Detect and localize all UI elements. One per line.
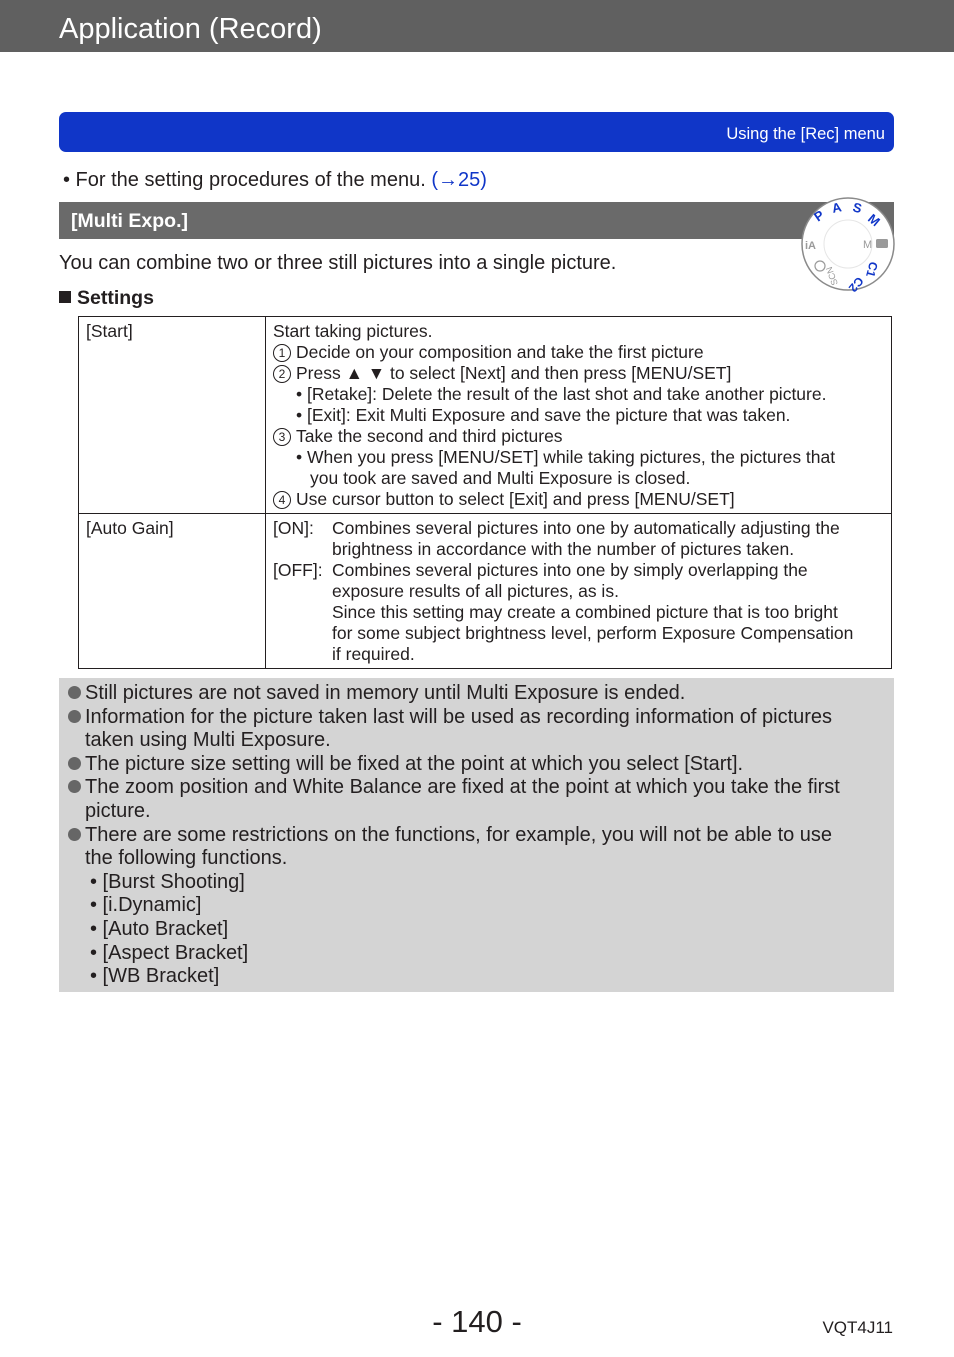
- auto-gain-off-line: Since this setting may create a combined picture that is too bright: [332, 602, 838, 622]
- note-item: [68, 682, 894, 706]
- dial-label-m: M: [865, 210, 884, 230]
- start-intro: Start taking pictures.: [273, 321, 433, 341]
- section-heading-bar: [59, 202, 894, 239]
- page-title: Application (Record): [59, 13, 322, 45]
- step-number-icon: 2: [273, 365, 291, 383]
- note-item: [68, 776, 894, 823]
- auto-gain-on-line: brightness in accordance with the number of pictures taken.: [332, 539, 795, 559]
- menu-section-label: Using the [Rec] menu: [726, 125, 885, 143]
- auto-gain-off-desc: [332, 560, 884, 665]
- note-line: taken using Multi Exposure.: [85, 729, 331, 752]
- dial-label-scn: SCN: [823, 265, 840, 287]
- note-line: Information for the picture taken last will be used as recording information of pictures: [85, 705, 833, 728]
- auto-gain-off-line: for some subject brightness level, perform Exposure Compensation: [332, 623, 854, 643]
- dial-label-p: P: [811, 207, 827, 225]
- auto-gain-on-key: [ON]:: [273, 518, 314, 538]
- step-1-text: Decide on your composition and take the first picture: [296, 342, 704, 362]
- table-row-auto-gain: [79, 514, 892, 669]
- note-text: The picture size setting will be fixed at the point at which you select [Start].: [85, 752, 744, 775]
- step-2-text: Press ▲ ▼ to select [Next] and then press [MENU/SET]: [296, 363, 732, 383]
- step-4: [273, 489, 884, 510]
- bullet-dot-icon: [68, 686, 81, 699]
- note-item: [68, 706, 894, 753]
- auto-gain-off-line: if required.: [332, 644, 415, 664]
- auto-gain-off-key: [OFF]:: [273, 560, 323, 580]
- dial-label-c2: C2: [845, 274, 867, 292]
- setting-desc-start: [266, 317, 892, 514]
- dial-label-ia: iA: [805, 240, 816, 252]
- note-text: [85, 776, 894, 823]
- step-3-bullet-line2: you took are saved and Multi Exposure is closed.: [310, 468, 691, 488]
- bullet-dot-icon: [68, 780, 81, 793]
- bullet-dot-icon: [68, 710, 81, 723]
- note-text: [85, 824, 894, 871]
- auto-gain-on-line: Combines several pictures into one by automatically adjusting the: [332, 518, 840, 538]
- note-line: The zoom position and White Balance are fixed at the point at which you take the first: [85, 776, 840, 799]
- step-3: [273, 426, 884, 447]
- setting-key-start: [Start]: [79, 317, 266, 514]
- step-3-bullet-line1: • When you press [MENU/SET] while taking pictures, the pictures that: [296, 447, 836, 467]
- svg-text:M: M: [863, 239, 873, 251]
- procedure-note-text: • For the setting procedures of the menu.: [63, 169, 432, 191]
- step-1: [273, 342, 884, 363]
- restricted-function-item: • [Aspect Bracket]: [90, 941, 249, 964]
- header-bar: [0, 0, 954, 52]
- dial-label-c1: C1: [863, 260, 881, 279]
- procedure-note: [63, 168, 487, 192]
- section-title: [Multi Expo.]: [71, 210, 188, 232]
- step-2-bullet-retake: • [Retake]: Delete the result of the last shot and take another picture.: [296, 384, 827, 404]
- note-item: [68, 824, 894, 871]
- settings-heading: [59, 286, 154, 310]
- step-3-text: Take the second and third pictures: [296, 426, 563, 446]
- table-row-start: [79, 317, 892, 514]
- note-line: There are some restrictions on the functions, for example, you will not be able to use: [85, 823, 833, 846]
- bullet-dot-icon: [68, 828, 81, 841]
- note-text: [85, 706, 894, 753]
- note-line: picture.: [85, 799, 151, 822]
- auto-gain-off-line: Combines several pictures into one by simply overlapping the: [332, 560, 808, 580]
- note-item: [68, 753, 894, 777]
- restricted-function-item: • [WB Bracket]: [90, 965, 220, 988]
- step-number-icon: 3: [273, 428, 291, 446]
- menu-section-bar: [59, 112, 894, 152]
- bullet-dot-icon: [68, 757, 81, 770]
- square-bullet-icon: [59, 291, 71, 303]
- restricted-function-item: • [i.Dynamic]: [90, 894, 202, 917]
- auto-gain-on: [273, 518, 884, 560]
- document-code: VQT4J11: [822, 1318, 893, 1337]
- step-number-icon: 1: [273, 344, 291, 362]
- auto-gain-off: [273, 560, 884, 665]
- dial-label-s: S: [851, 199, 864, 217]
- note-line: the following functions.: [85, 847, 288, 870]
- step-2-bullet-exit: • [Exit]: Exit Multi Exposure and save the picture that was taken.: [296, 405, 791, 425]
- setting-key-auto-gain: [Auto Gain]: [79, 514, 266, 669]
- page-reference-link[interactable]: (→25): [431, 169, 487, 191]
- page-number: - 140 -: [432, 1304, 522, 1339]
- dial-label-a: A: [830, 199, 843, 216]
- restricted-function-item: • [Burst Shooting]: [90, 870, 245, 893]
- settings-heading-text: Settings: [77, 287, 154, 309]
- restricted-functions-list: [68, 871, 894, 989]
- step-2: [273, 363, 884, 384]
- setting-desc-auto-gain: [266, 514, 892, 669]
- section-intro: You can combine two or three still pictures into a single picture.: [59, 252, 617, 274]
- settings-table: [78, 316, 892, 669]
- restricted-function-item: • [Auto Bracket]: [90, 917, 229, 940]
- auto-gain-on-desc: [332, 518, 884, 560]
- notes-box: [59, 678, 894, 992]
- note-text: Still pictures are not saved in memory until Multi Exposure is ended.: [85, 682, 686, 704]
- auto-gain-off-line: exposure results of all pictures, as is.: [332, 581, 619, 601]
- mode-dial-icon: [800, 196, 896, 292]
- step-number-icon: 4: [273, 491, 291, 509]
- step-4-text: Use cursor button to select [Exit] and press [MENU/SET]: [296, 489, 735, 509]
